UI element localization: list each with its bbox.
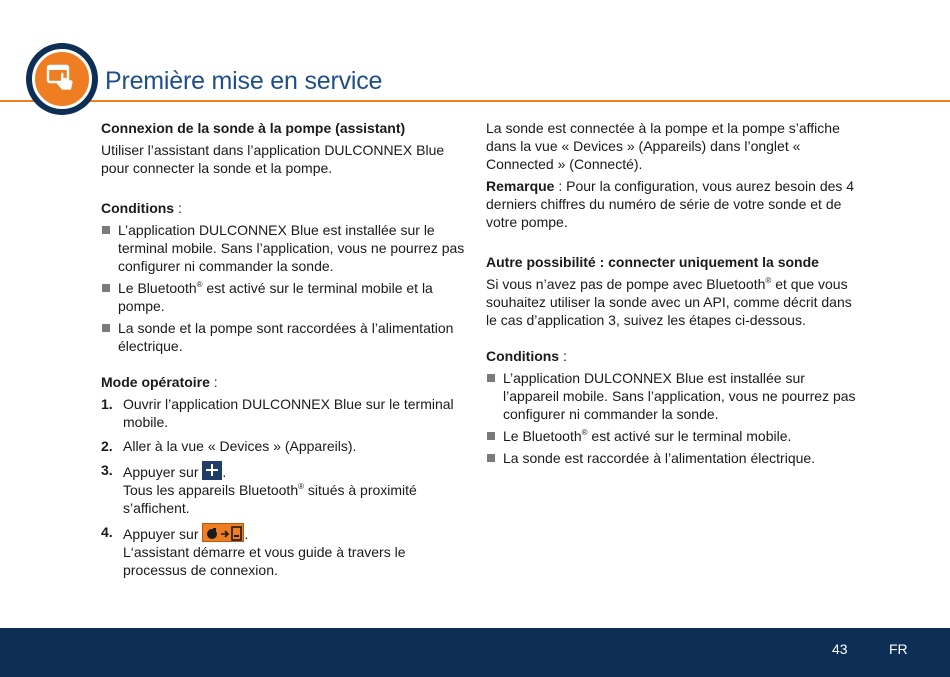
list-item: La sonde et la pompe sont raccordées à l’alimentation électrique. bbox=[101, 319, 471, 355]
section-intro-alternative: Si vous n’avez pas de pompe avec Bluetooth® et que vous souhaitez utiliser la sonde avec un API, comme décrit dans le cas d’application 3, suivez les étapes ci-dessous. bbox=[486, 276, 852, 328]
list-item: L’application DULCONNEX Blue est installée sur le terminal mobile. Sans l’application, vous ne pourrez pas configurer ni commander la sonde. bbox=[101, 221, 471, 275]
left-column bbox=[101, 119, 471, 585]
connection-result-text: La sonde est connectée à la pompe et la pompe s’affiche dans la vue « Devices » (Appareils) dans l’onglet « Connected » (Connecté). bbox=[486, 120, 840, 172]
bullet-square-icon bbox=[102, 324, 110, 332]
list-item: La sonde est raccordée à l’alimentation électrique. bbox=[486, 449, 856, 467]
step-item: 3. Appuyer sur . Tous les appareils Bluetooth® situés à proximité s’affichent. bbox=[101, 462, 417, 516]
touch-screen-icon bbox=[46, 63, 78, 95]
logo-badge bbox=[32, 49, 92, 109]
language-code: FR bbox=[889, 641, 908, 657]
assistant-connect-icon bbox=[202, 523, 244, 542]
page-title: Première mise en service bbox=[105, 67, 383, 95]
footer-bar bbox=[0, 628, 950, 677]
bullet-square-icon bbox=[487, 432, 495, 440]
step-item: 4. Appuyer sur . L‘assistant démarre et vous guide à travers le processus de connexion. bbox=[101, 524, 406, 578]
step-item: 1. Ouvrir l’application DULCONNEX Blue sur le terminal mobile. bbox=[101, 396, 454, 430]
header-rule bbox=[0, 100, 950, 102]
step-item: 2. Aller à la vue « Devices » (Appareils). bbox=[101, 438, 357, 454]
section-heading-alternative: Autre possibilité : connecter uniquement la sonde bbox=[486, 254, 819, 270]
list-item: L’application DULCONNEX Blue est installée sur l’appareil mobile. Sans l’application, vous ne pourrez pas configurer ni commander la sonde. bbox=[486, 369, 856, 423]
section-heading-assistant: Connexion de la sonde à la pompe (assistant) bbox=[101, 120, 406, 136]
bullet-square-icon bbox=[102, 284, 110, 292]
plus-icon bbox=[202, 461, 222, 480]
list-item: Le Bluetooth® est activé sur le terminal mobile. bbox=[486, 427, 856, 445]
bullet-square-icon bbox=[487, 454, 495, 462]
list-item: Le Bluetooth® est activé sur le terminal mobile et la pompe. bbox=[101, 279, 471, 315]
bullet-square-icon bbox=[487, 374, 495, 382]
chapter-logo bbox=[26, 43, 98, 115]
bullet-square-icon bbox=[102, 226, 110, 234]
right-column bbox=[486, 119, 856, 471]
conditions-list-right bbox=[486, 369, 856, 467]
conditions-list-left bbox=[101, 221, 471, 355]
conditions-heading-right: Conditions : bbox=[486, 348, 567, 364]
page-number: 43 bbox=[832, 641, 848, 657]
section-intro-assistant: Utiliser l’assistant dans l’application DULCONNEX Blue pour connecter la sonde et la pompe. bbox=[101, 142, 445, 176]
procedure-heading: Mode opératoire : bbox=[101, 374, 218, 390]
remark-text: Remarque : Pour la configuration, vous aurez besoin des 4 derniers chiffres du numéro de série de votre sonde et de votre pompe. bbox=[486, 178, 855, 230]
procedure-steps bbox=[101, 395, 471, 579]
conditions-heading-left: Conditions : bbox=[101, 200, 182, 216]
